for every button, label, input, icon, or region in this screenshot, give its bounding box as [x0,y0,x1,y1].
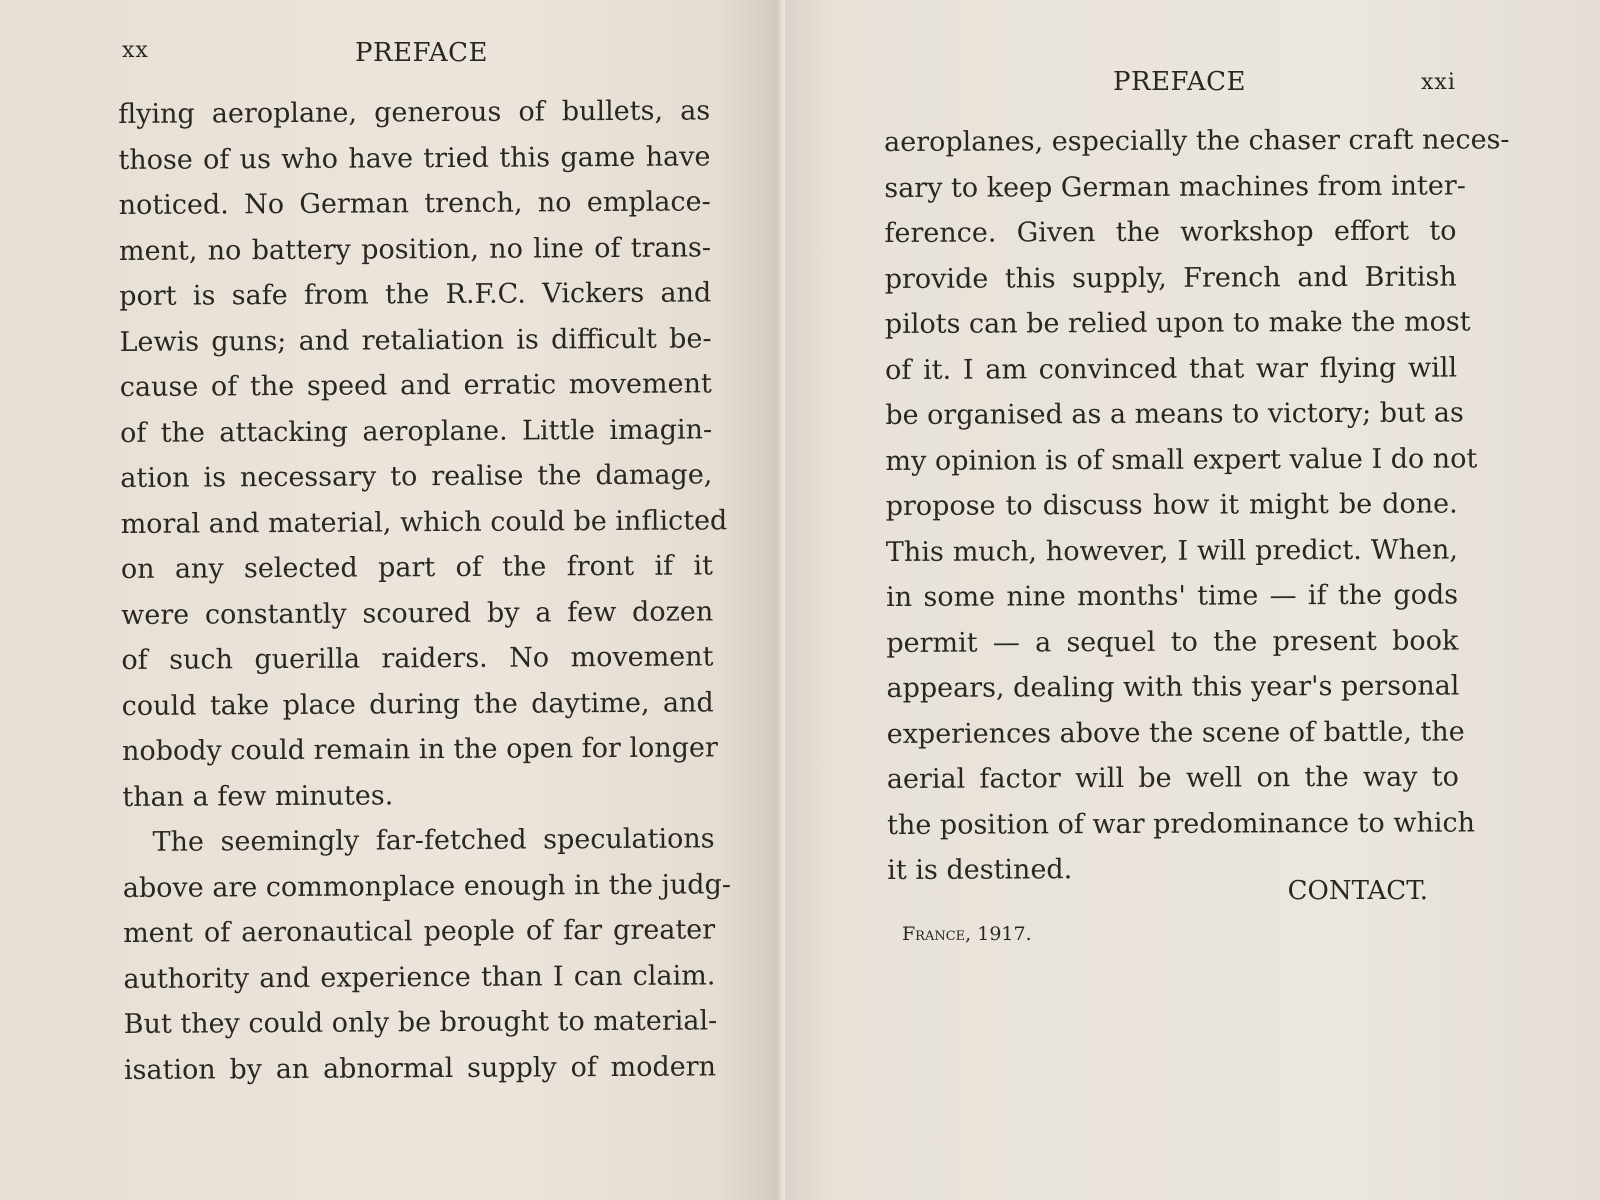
text-line: cause of the speed and erratic movement [119,368,712,403]
text-line: my opinion is of small expert value I do not [885,442,1478,477]
text-line: authority and experience than I can claim. [123,959,716,995]
text-line: noticed. No German trench, no emplace- [118,186,711,221]
text-line: The seemingly far-fetched speculations [152,823,715,858]
right-text-block [884,118,1510,894]
text-line: above are commonplace enough in the judg- [122,868,732,904]
text-line: were constantly scoured by a few dozen [121,595,714,631]
text-line: those of us who have tried this game have [118,140,711,176]
right-running-head: PREFACE [1113,67,1246,97]
left-page [0,0,785,1200]
place-date: France, 1917. [902,923,1032,945]
text-line: moral and material, which could be inflicted [120,504,728,540]
text-line: ference. Given the workshop effort to [884,215,1457,249]
text-line: in some nine months' time — if the gods [886,579,1459,613]
text-line: ment of aeronautical people of far greater [123,914,716,949]
text-line: than a few minutes. [122,779,394,813]
text-line: ment, no battery position, no line of trans- [118,231,712,267]
text-line: experiences above the scene of battle, the [886,715,1465,750]
text-line: it is destined. [887,854,1073,886]
left-text-block [118,88,732,1093]
text-line: nobody could remain in the open for longer [121,732,718,767]
text-line: be organised as a means to victory; but as [885,397,1464,431]
text-line: flying aeroplane, generous of bullets, as [118,95,711,130]
author-signature: CONTACT. [1287,876,1428,906]
text-line: on any selected part of the front if it [120,550,714,585]
text-line: But they could only be brought to material- [123,1005,718,1040]
text-line: of the attacking aeroplane. Little imagin- [119,413,713,449]
text-line: port is safe from the R.F.C. Vickers and [119,277,712,312]
text-line: provide this supply, French and British [884,261,1457,295]
text-line: of it. I am convinced that war flying will [885,352,1458,386]
text-line: isation by an abnormal supply of modern [123,1050,717,1086]
text-line: pilots can be relied upon to make the most [884,306,1471,340]
text-line: This much, however, I will predict. When, [885,534,1458,568]
text-line: ation is necessary to realise the damage, [120,459,713,494]
right-folio: xxi [1421,70,1456,95]
left-running-head: PREFACE [355,38,488,68]
text-line: appears, dealing with this year's personal [886,670,1460,704]
text-line: sary to keep German machines from inter- [884,169,1466,204]
text-line: propose to discuss how it might be done. [885,488,1458,522]
text-line: aerial factor will be well on the way to [886,761,1459,795]
text-line: permit — a sequel to the present book [886,624,1459,659]
text-line: aeroplanes, especially the chaser craft neces- [884,124,1510,158]
text-line: of such guerilla raiders. No movement [121,641,714,676]
text-line: Lewis guns; and retaliation is difficult be- [119,322,712,358]
text-line: could take place during the daytime, and [121,686,714,722]
left-folio: xx [122,38,149,63]
text-line: the position of war predominance to which [887,806,1476,841]
